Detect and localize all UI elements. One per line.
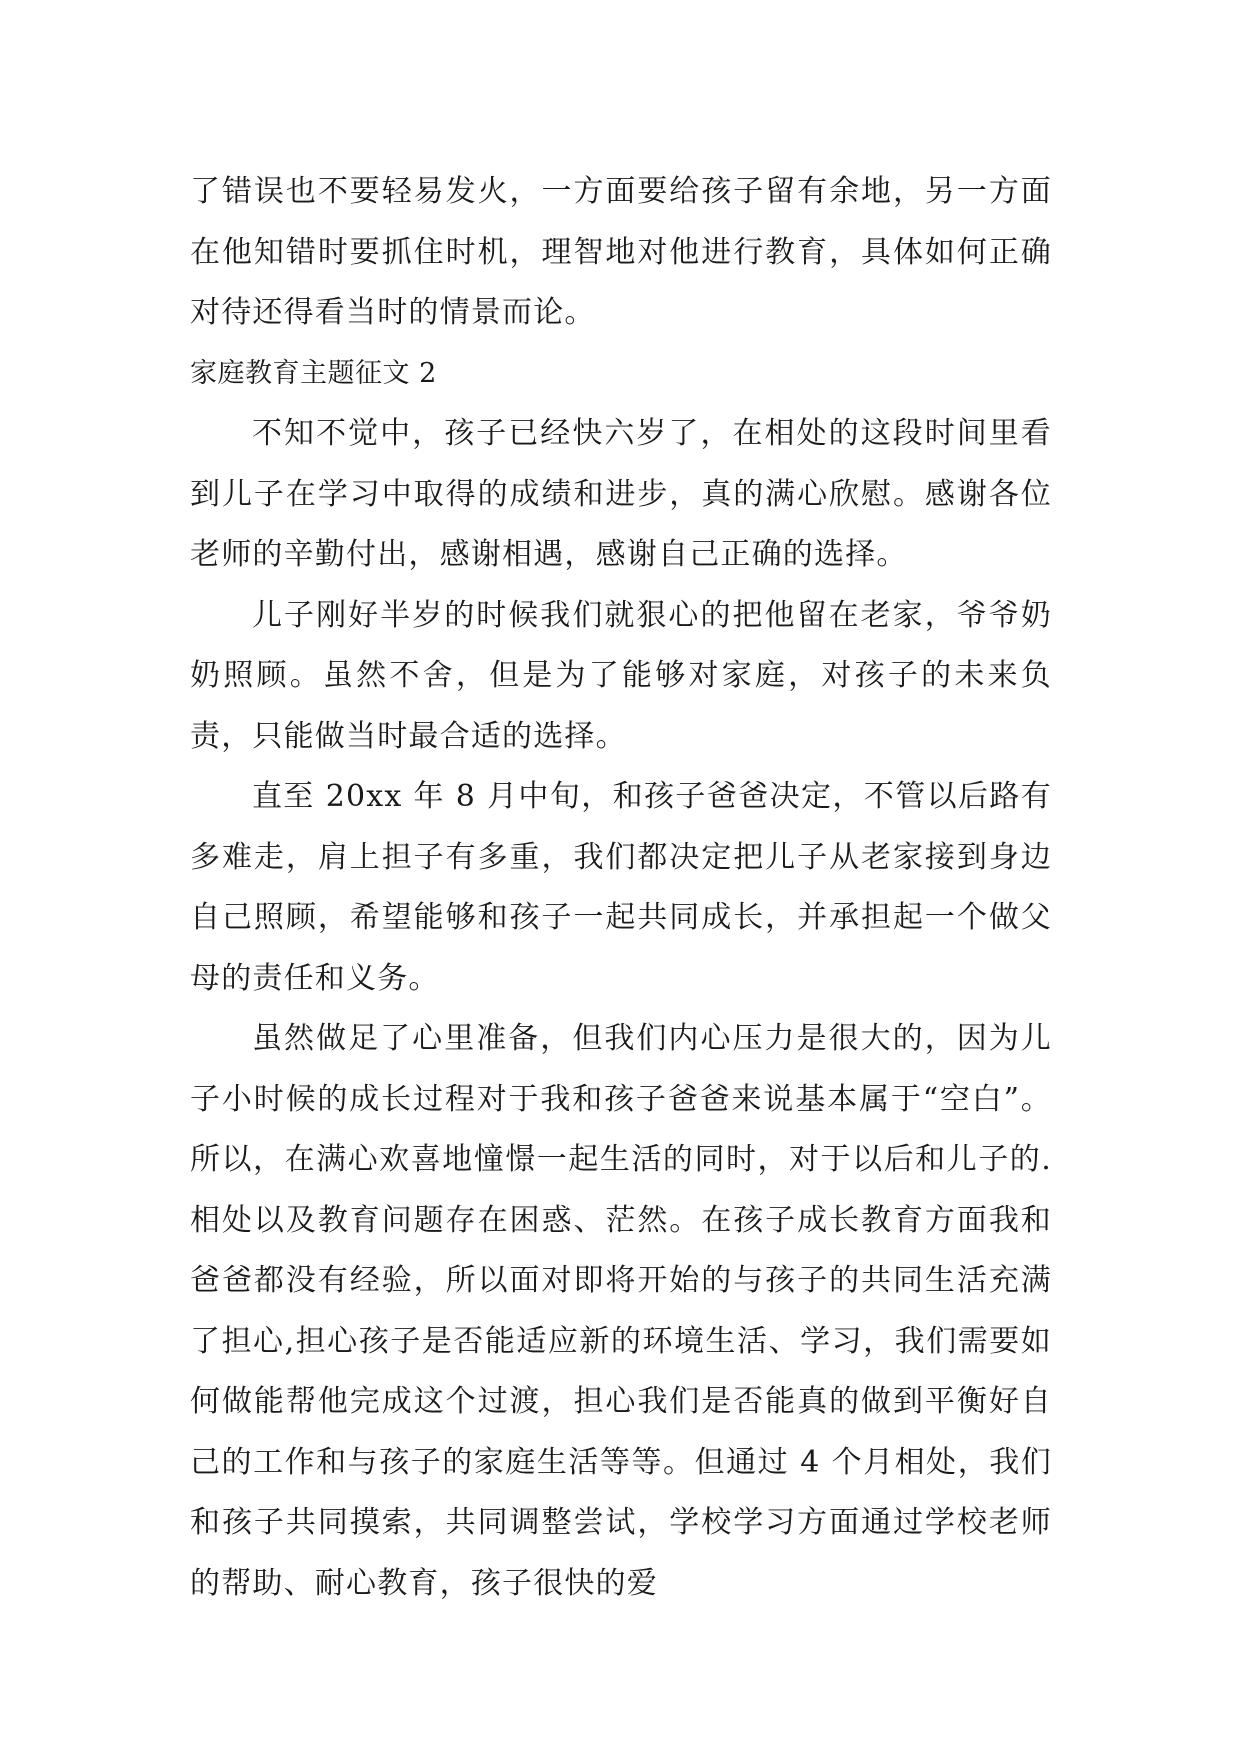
paragraph: 直至 20xx 年 8 月中旬，和孩子爸爸决定，不管以后路有多难走，肩上担子有多重，我们都决定把儿子从老家接到身边自己照顾，希望能够和孩子一起共同成长，并承担起一个做父母的责任和义务。 — [190, 779, 1052, 996]
section-heading: 家庭教育主题征文 2 — [190, 357, 437, 389]
paragraph: 儿子刚好半岁的时候我们就狠心的把他留在老家，爷爷奶奶照顾。虽然不舍，但是为了能够对家庭，对孩子的未来负责，只能做当时最合适的选择。 — [190, 597, 1052, 754]
paragraph: 不知不觉中，孩子已经快六岁了，在相处的这段时间里看到儿子在学习中取得的成绩和进步，真的满心欣慰。感谢各位老师的辛勤付出，感谢相遇，感谢自己正确的选择。 — [190, 416, 1052, 572]
paragraph-continuation: 了错误也不要轻易发火，一方面要给孩子留有余地，另一方面在他知错时要抓住时机，理智地对他进行教育，具体如何正确对待还得看当时的情景而论。 — [190, 174, 1052, 330]
document-body — [190, 162, 1052, 1614]
paragraph: 虽然做足了心里准备，但我们内心压力是很大的，因为儿子小时候的成长过程对于我和孩子爸爸来说基本属于“空白”。所以，在满心欢喜地憧憬一起生活的同时，对于以后和儿子的.相处以及教育问题存在困惑、茫然。在孩子成长教育方面我和爸爸都没有经验，所以面对即将开始的与孩子的共同生活充满了担心,担心孩子是否能适应新的环境生活、学习，我们需要如何做能帮他完成这个过渡，担心我们是否能真的做到平衡好自己的工作和与孩子的家庭生活等等。但通过 4 个月相处，我们和孩子共同摸索，共同调整尝试，学校学习方面通过学校老师的帮助、耐心教育，孩子很快的爱 — [190, 1021, 1052, 1601]
